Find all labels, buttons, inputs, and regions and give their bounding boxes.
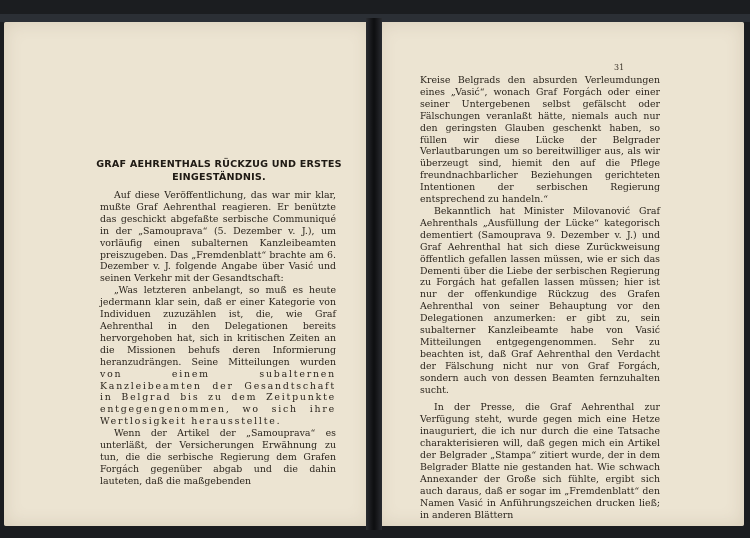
paragraph: Auf diese Veröffentlichung, das war mir klar, mußte Graf Aehrenthal reagieren. Er benützte das geschickt abgefaßte serbische Communiqué in der „Samouprava“ (5. Dezember v. J.), um vorläufig einen subalternen Kanzleibeamten preiszugeben. Das „Fremdenblatt“ brachte am 6. Dezember v. J. folgende Angabe über Vasić und seinen Verkehr mit der Gesandtschaft: [100,190,336,285]
paragraph: Wenn der Artikel der „Samouprava“ es unterläßt, der Versicherungen Erwähnung zu tun, die die serbische Regierung dem Grafen Forgách gegenüber abgab und die dahin lauteten, daß die maßgebenden [100,428,336,487]
right-page-text [420,75,660,522]
page-number: 31 [614,63,625,72]
book-gutter [366,18,382,530]
paragraph: In der Presse, die Graf Aehrenthal zur Verfügung steht, wurde gegen mich eine Hetze inauguriert, die ich nur durch die eine Tatsache charakterisieren will, daß gegen mich ein Artikel der Belgrader „Stampa“ zitiert wurde, der in dem Belgrader Blatte nie gestanden hat. Wie schwach Annexander der Große sich fühlte, ergibt sich auch daraus, daß er sogar im „Fremdenblatt“ den Namen Vasić in Anführungszeichen drucken ließ; in anderen Blättern [420,402,660,521]
paragraph: Kreise Belgrads den absurden Verleumdungen eines „Vasić“, wonach Graf Forgách oder einer seiner Untergebenen selbst gefälscht oder Fälschungen veranlaßt hätte, niemals auch nur den geringsten Glauben geschenkt haben, so füllen wir diese Lücke der Belgrader Verlautbarungen um so bereitwilliger aus, als wir überzeugt sind, hiemit den auf die Pflege freundnachbarlicher Beziehungen gerichteten Intentionen der serbischen Regierung entsprechend zu handeln.“ [420,75,660,206]
spaced-quote-text: von einem subalternen Kanzleibeamten der Gesandtschaft in Belgrad bis zu dem Zeitpunkte entgegengenommen, wo sich ihre Wertlosigkeit herausstellte. [100,368,336,428]
chapter-heading: GRAF AEHRENTHALS RÜCKZUG UND ERSTES EINGESTÄNDNIS. [96,159,342,183]
paragraph: Bekanntlich hat Minister Milovanović Graf Aehrenthals „Ausfüllung der Lücke“ kategorisch dementiert (Samouprava 9. Dezember v. J.) und Graf Aehrenthal hat sich diese Zurückweisung öffentlich gefallen lassen müssen, wie er sich das Dementi über die Liebe der serbischen Regierung zu Forgách hat gefallen lassen müssen; hier ist nur der offenkundige Rückzug des Grafen Aehrenthal von seiner Behauptung vor den Delegationen anzumerken: er gibt zu, sein subalterner Kanzleibeamte habe von Vasić Mitteilungen entgegengenommen. Sehr zu beachten ist, daß Graf Aehrenthal den Verdacht der Fälschung nicht nur von Graf Forgách, sondern auch von dessen Beamten fernzuhalten sucht. [420,205,660,396]
left-page-text [100,190,336,488]
quote-text: „Was letzteren anbelangt, so muß es heute jedermann klar sein, daß er einer Kategorie von Individuen zuzuzählen ist, die, wie Graf Aehrenthal in den Delegationen bereits hervorgehoben hat, sich in kritischen Zeiten an die Missionen behufs deren Informierung heranzudrängen. Seine Mitteilungen wurden [100,285,336,368]
quote-paragraph [100,285,336,428]
